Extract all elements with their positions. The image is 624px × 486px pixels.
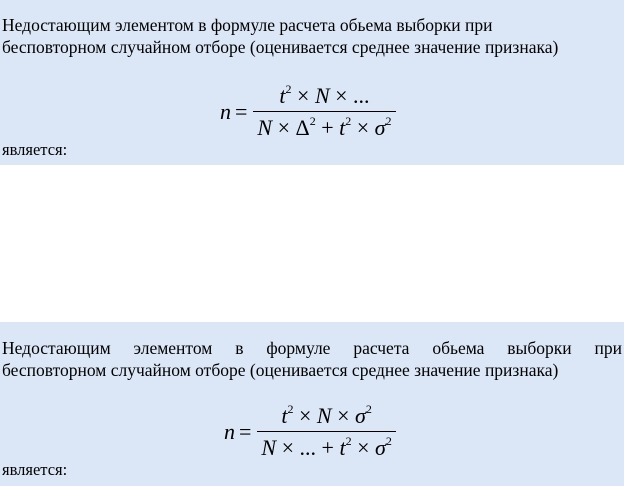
num-N: N: [314, 83, 330, 108]
den-times-1: ×: [272, 115, 296, 140]
question-2-tail: является:: [2, 460, 68, 479]
formula-1-fraction: [253, 82, 395, 141]
den-N: N: [257, 115, 273, 140]
num-sigma: σ: [355, 403, 366, 428]
num-t-exp: 2: [285, 82, 292, 96]
q2-word: в: [235, 338, 244, 358]
question-panel-1: [0, 0, 624, 165]
den-delta: Δ: [295, 115, 310, 140]
den-t: t: [339, 115, 346, 140]
q2-word: Недостающим: [2, 338, 111, 358]
q2-word: формуле: [266, 338, 331, 358]
question-text-2: [2, 337, 622, 381]
question-1-line-1: Недостающим элементом в формуле расчета обьема выборки при: [2, 15, 493, 35]
formula-1-equals: =: [235, 98, 248, 124]
formula-2-fraction: [257, 402, 395, 461]
formula-1-denominator: [253, 111, 395, 141]
formula-1-numerator: [275, 82, 373, 111]
den-t-exp: 2: [345, 114, 352, 128]
den-sigma: σ: [374, 115, 386, 140]
den-t: t: [339, 435, 346, 460]
num-t-exp: 2: [287, 402, 294, 416]
q2-word: при: [594, 338, 622, 358]
den-missing-dots: ...: [299, 435, 317, 460]
q2-word: выборки: [507, 338, 572, 358]
den-times-2: ×: [351, 435, 375, 460]
formula-2-denominator: [257, 431, 395, 461]
question-2-line-2: бесповторном случайном отборе (оценивается среднее значение признака): [2, 360, 559, 380]
den-sigma: σ: [375, 435, 386, 460]
den-t-exp: 2: [345, 434, 352, 448]
den-times-2: ×: [351, 115, 375, 140]
question-text-1: [2, 14, 622, 58]
formula-2-numerator: [277, 402, 376, 431]
num-t: t: [279, 83, 286, 108]
num-times-1: ×: [293, 403, 317, 428]
num-sigma-exp: 2: [365, 402, 372, 416]
q2-word: элементом: [133, 338, 213, 358]
q2-word: расчета: [353, 338, 410, 358]
den-times-1: ×: [276, 435, 300, 460]
question-1-line-2: бесповторном случайном отборе (оценивается среднее значение признака): [2, 37, 559, 57]
den-sigma-exp: 2: [385, 434, 392, 448]
num-missing-dots: ...: [353, 83, 370, 108]
question-panel-2: [0, 322, 624, 486]
formula-2-lhs: n: [224, 418, 235, 444]
num-times-1: ×: [291, 83, 315, 108]
den-delta-exp: 2: [309, 114, 316, 128]
num-times-2: ×: [329, 83, 354, 108]
num-times-2: ×: [331, 403, 356, 428]
den-sigma-exp: 2: [385, 114, 392, 128]
formula-1-lhs: n: [220, 98, 231, 124]
question-1-tail: является:: [2, 140, 68, 159]
den-plus: +: [316, 435, 340, 460]
num-t: t: [281, 403, 288, 428]
num-N: N: [316, 403, 332, 428]
formula-2-equals: =: [239, 418, 252, 444]
question-2-line-1: [2, 337, 622, 359]
den-N: N: [261, 435, 277, 460]
formula-1: [220, 82, 396, 141]
q2-word: обьема: [432, 338, 485, 358]
den-plus: +: [315, 115, 340, 140]
formula-2: [224, 402, 396, 461]
